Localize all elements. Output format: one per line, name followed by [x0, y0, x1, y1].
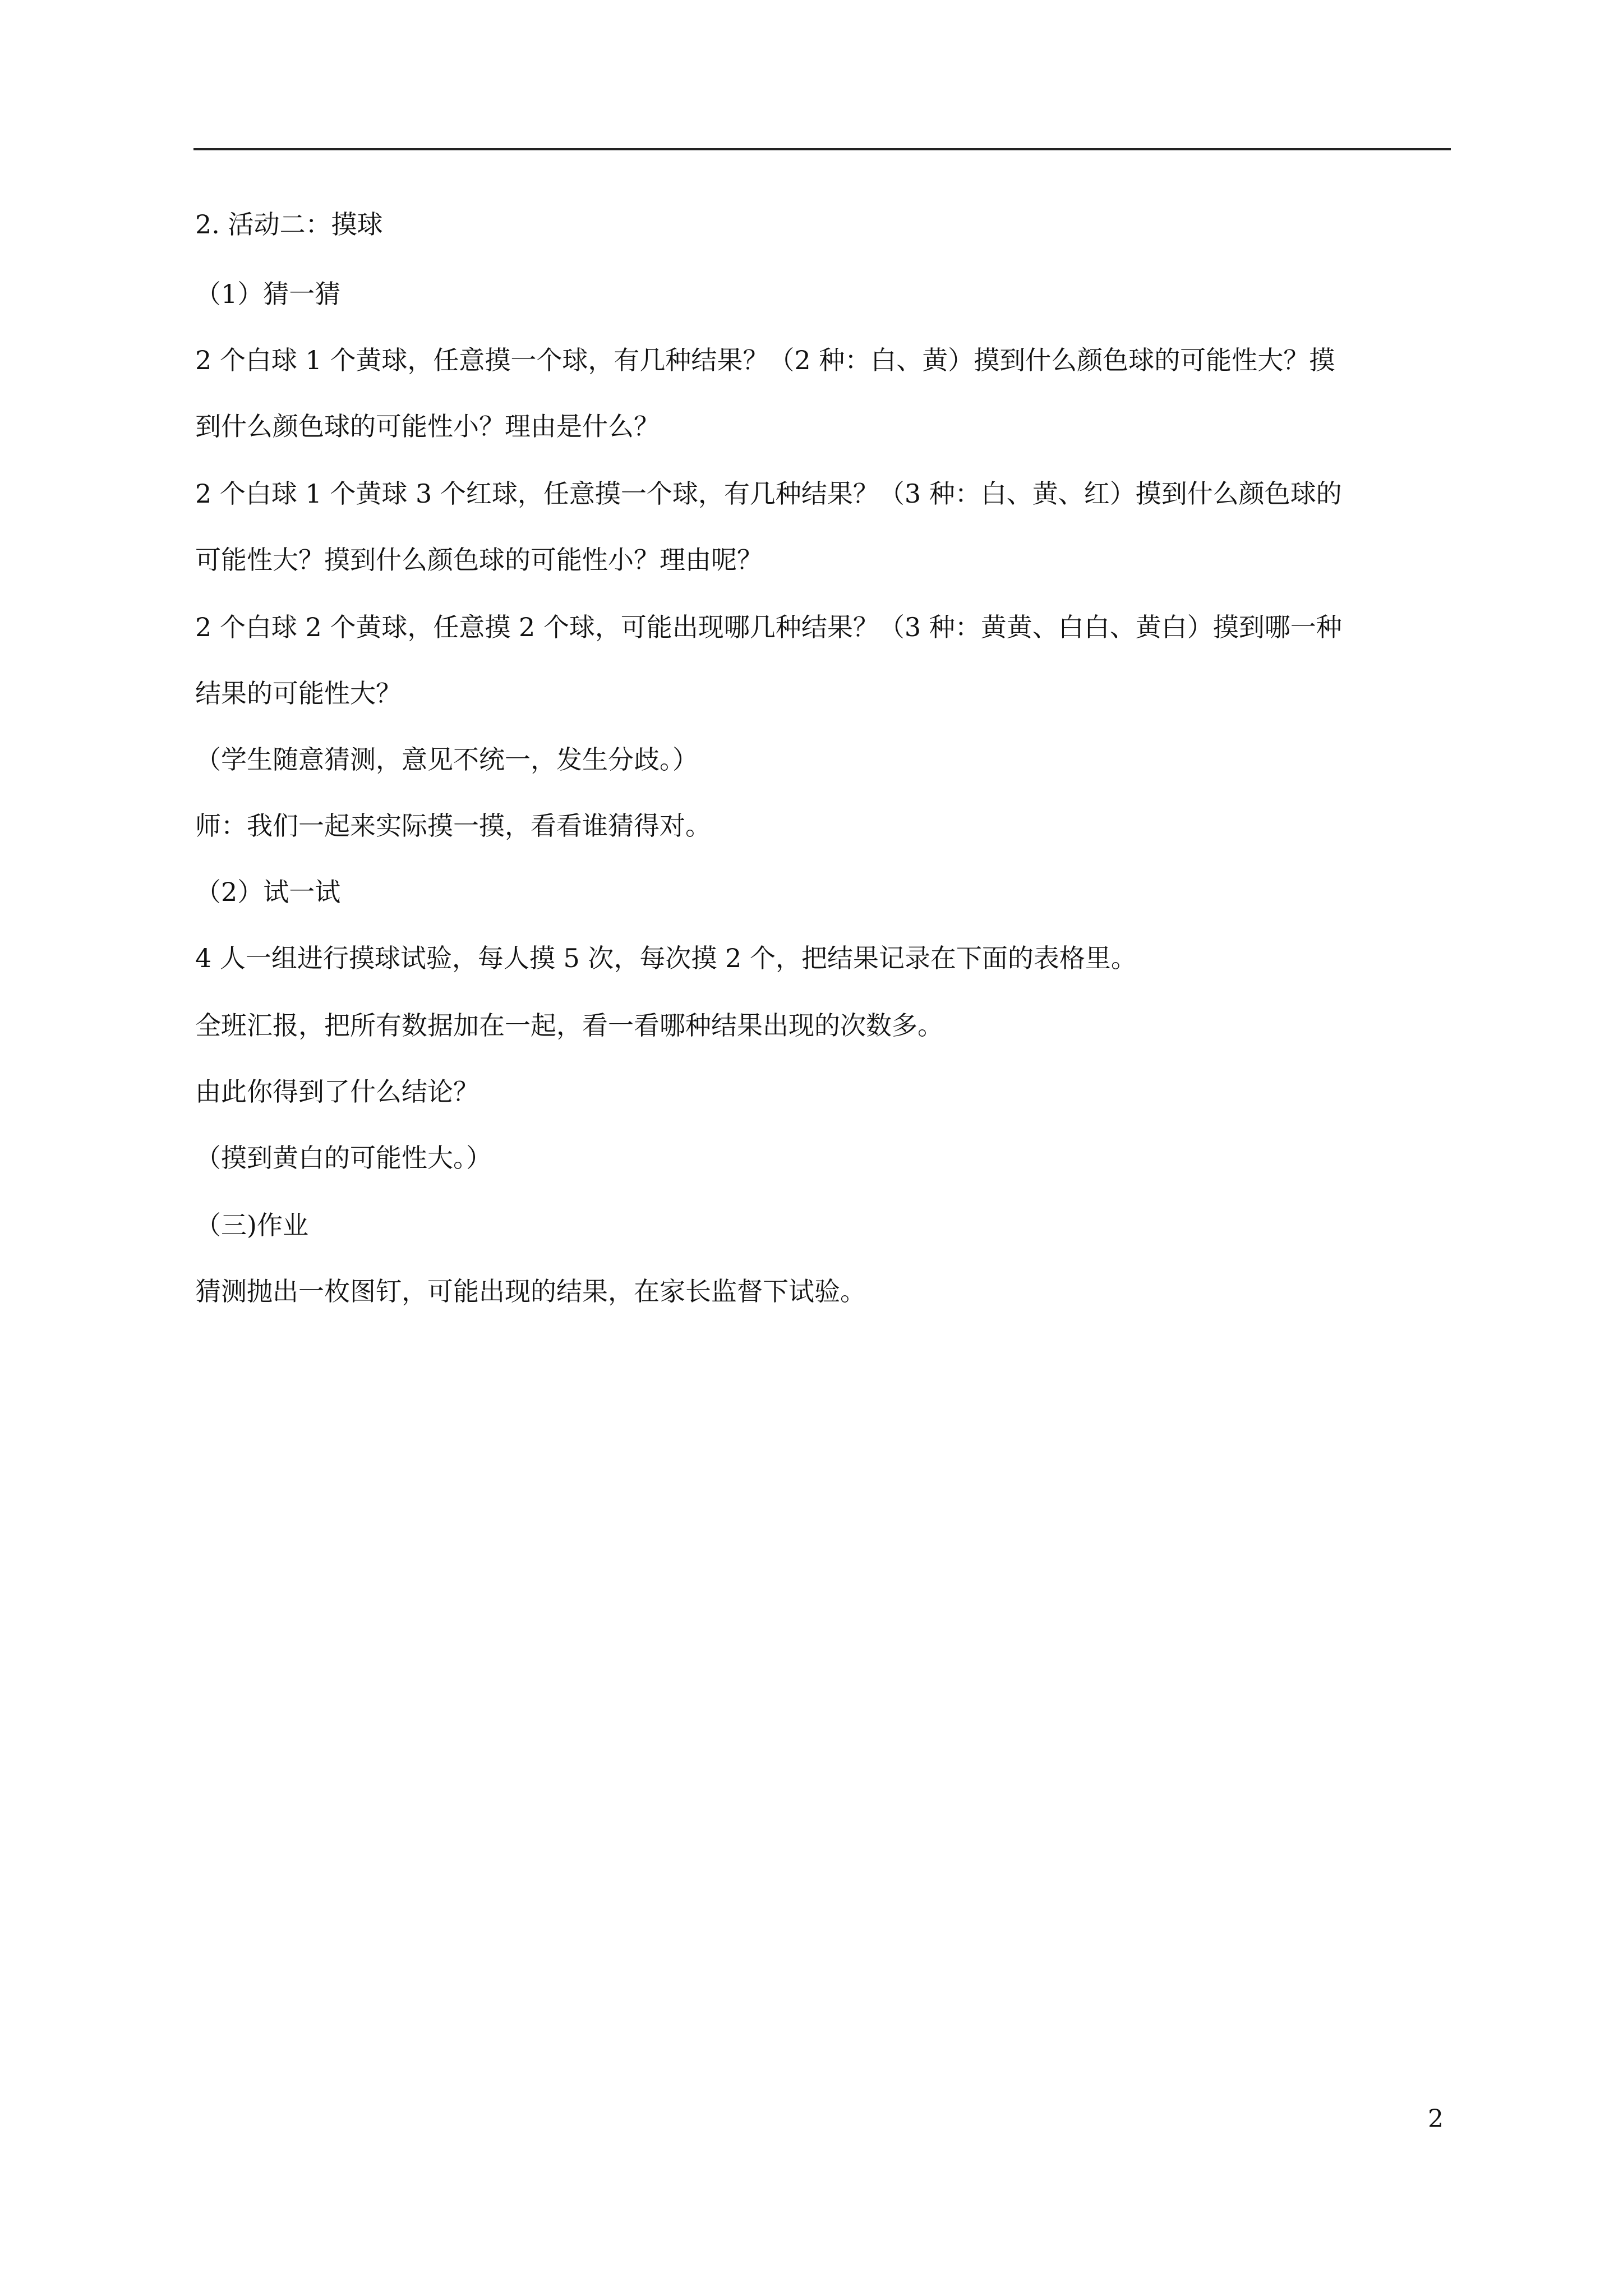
- paragraph-line: 师：我们一起来实际摸一摸，看看谁猜得对。: [195, 811, 711, 841]
- paragraph-line: 2 个白球 2 个黄球，任意摸 2 个球，可能出现哪几种结果？（3 种：黄黄、白白、黄白）摸到哪一种: [195, 612, 1342, 642]
- header-rule: [193, 148, 1451, 150]
- paragraph-line: 到什么颜色球的可能性小？理由是什么？: [195, 411, 660, 441]
- section-heading-activity-two: 2. 活动二：摸球: [195, 209, 383, 240]
- paragraph-line: 4 人一组进行摸球试验，每人摸 5 次，每次摸 2 个，把结果记录在下面的表格里。: [195, 943, 1137, 973]
- subheading-guess: （1）猜一猜: [195, 279, 341, 309]
- subheading-try: （2）试一试: [195, 877, 341, 907]
- paragraph-line: （学生随意猜测，意见不统一，发生分歧。）: [195, 744, 698, 775]
- paragraph-line: 猜测抛出一枚图钉，可能出现的结果，在家长监督下试验。: [195, 1276, 866, 1306]
- paragraph-line: 可能性大？摸到什么颜色球的可能性小？理由呢？: [195, 545, 763, 575]
- page-number: 2: [1428, 2105, 1444, 2133]
- paragraph-line: 由此你得到了什么结论？: [195, 1076, 479, 1107]
- paragraph-line: 2 个白球 1 个黄球，任意摸一个球，有几种结果？（2 种：白、黄）摸到什么颜色球的可能性大？摸: [195, 345, 1335, 375]
- paragraph-line: （摸到黄白的可能性大。）: [195, 1143, 492, 1173]
- paragraph-line: 全班汇报，把所有数据加在一起，看一看哪种结果出现的次数多。: [195, 1010, 943, 1041]
- paragraph-line: 2 个白球 1 个黄球 3 个红球，任意摸一个球，有几种结果？（3 种：白、黄、红）摸到什么颜色球的: [195, 478, 1342, 509]
- paragraph-line: 结果的可能性大？: [195, 678, 402, 708]
- section-heading-homework: （三)作业: [195, 1210, 308, 1240]
